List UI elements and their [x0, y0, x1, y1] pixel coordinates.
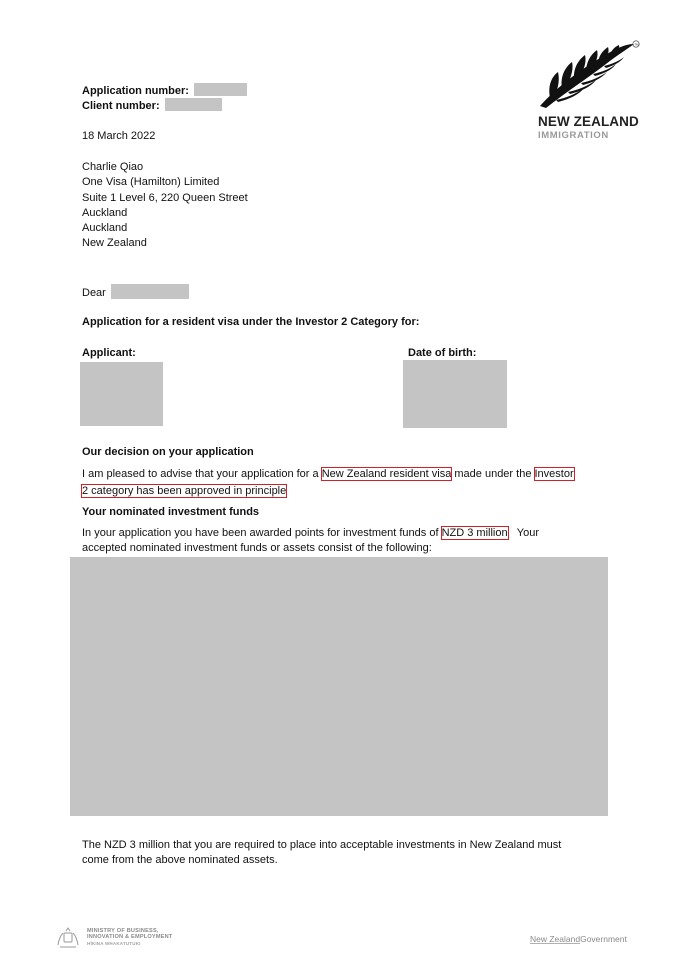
logo-line2: IMMIGRATION — [538, 130, 609, 141]
client-number-label: Client number: — [82, 98, 222, 114]
dob-label: Date of birth: — [408, 347, 477, 359]
assets-table-redaction — [70, 557, 608, 816]
coat-of-arms-icon — [54, 927, 82, 949]
letter-date: 18 March 2022 — [82, 130, 156, 142]
ministry-line1: MINISTRY OF BUSINESS, — [87, 928, 159, 934]
silver-fern-icon — [536, 36, 646, 111]
applicant-photo-redaction — [80, 362, 163, 426]
address-line: New Zealand — [82, 237, 147, 250]
client-number-redaction — [165, 98, 222, 111]
address-block — [82, 160, 248, 252]
investor-highlight-b: 2 category has been approved in principle — [82, 485, 287, 498]
application-number-label: Application number: — [82, 83, 247, 99]
address-line: Auckland — [82, 206, 128, 219]
funds-paragraph: In your application you have been awarded points for investment funds of NZD 3 million Your accepted nominated investment funds or assets consist of the following: — [82, 527, 539, 555]
gov-text-b: Government — [580, 934, 627, 944]
dob-redaction — [403, 360, 507, 428]
address-line: One Visa (Hamilton) Limited — [82, 176, 220, 189]
decision-paragraph: I am pleased to advise that your application for a New Zealand resident visa made under the Investor 2 category has been approved in principle — [82, 468, 574, 498]
decision-heading: Our decision on your application — [82, 446, 254, 458]
applicant-label: Applicant: — [82, 347, 136, 359]
subject-line: Application for a resident visa under the Investor 2 Category for: — [82, 316, 420, 328]
ministry-line2: INNOVATION & EMPLOYMENT — [87, 934, 173, 941]
ministry-line3: HĪKINA WHAKATUTUKI — [87, 940, 141, 946]
nz-government-footer — [530, 934, 627, 944]
address-line: Auckland — [82, 222, 128, 235]
nz-immigration-logo — [536, 36, 646, 146]
funds-heading: Your nominated investment funds — [82, 506, 260, 518]
resident-visa-highlight: New Zealand resident visa — [321, 468, 452, 480]
address-line: Suite 1 Level 6, 220 Queen Street — [82, 191, 248, 204]
gov-text-a: New Zealand — [530, 934, 581, 944]
salutation: Dear — [82, 284, 189, 301]
address-line: Charlie Qiao — [82, 161, 144, 173]
closing-paragraph: The NZD 3 million that you are required to place into acceptable investments in New Zealand must come from the above nominated assets. — [82, 839, 562, 867]
logo-line1: NEW ZEALAND — [538, 114, 639, 129]
tm-mark: TM — [634, 42, 639, 47]
mbie-footer-logo — [54, 927, 214, 949]
application-number-redaction — [194, 83, 247, 96]
nzd-3-million-highlight: NZD 3 million — [441, 527, 508, 539]
name-redaction — [111, 284, 189, 299]
investor-highlight-a: Investor — [534, 468, 574, 480]
